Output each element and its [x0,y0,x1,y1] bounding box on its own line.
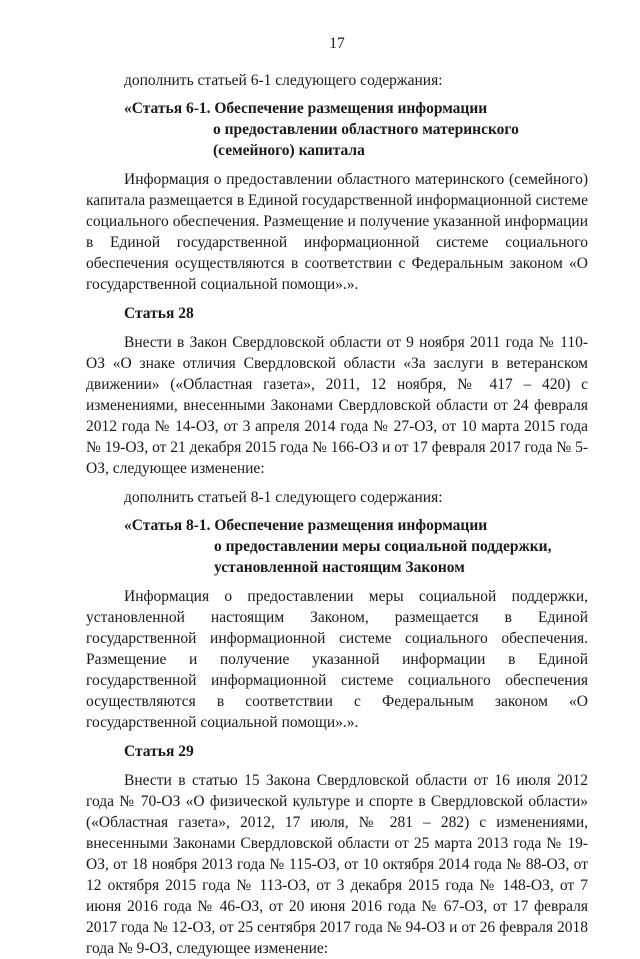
article-28-title: Статья 28 [124,305,194,322]
intro-paragraph-6-1: дополнить статьей 6-1 следующего содержания: [124,72,443,89]
article-29-body: Внести в статью 15 Закона Свердловской области от 16 июля 2012 года № 70-ОЗ «О физической культуре и спорте в Свердловской области» («Областная газета», 2012, 17 июля, № 281 – 282) с изменениями, внесенными Законами Свердловской области от 25 марта 2013 года № 19-ОЗ, от 18 ноября 2013 года № 115-ОЗ, от 10 октября 2014 года № 88-ОЗ, от 12 октября 2015 года № 113-ОЗ, от 3 декабря 2015 года № 148-ОЗ, от 7 июня 2016 года № 46-ОЗ, от 20 июня 2016 года № 67-ОЗ, от 17 февраля 2017 года № 12-ОЗ, от 25 сентября 2017 года № 94-ОЗ и от 26 февраля 2018 года № 9-ОЗ, следующее изменение: [86,772,588,957]
article-8-1-heading [86,515,588,578]
article-6-1-body: Информация о предоставлении областного материнского (семейного) капитала размещается в Единой государственной информационной системе социального обеспечения. Размещение и получение указанной информации в Единой государственной информационной системе социального обеспечения осуществляются в соответствии с Федеральным законом «О государственной социальной помощи».». [86,171,588,293]
article-8-1-heading-line1: «Статья 8-1. Обеспечение размещения информации [124,517,488,534]
article-8-1-heading-line2: о предоставлении меры социальной поддержки, [214,538,552,555]
article-8-1-heading-line3: установленной настоящим Законом [214,559,465,576]
article-28-intro: дополнить статьей 8-1 следующего содержания: [124,489,443,506]
page-number: 17 [329,35,345,52]
article-28-body: Внести в Закон Свердловской области от 9 ноября 2011 года № 110-ОЗ «О знаке отличия Свердловской области «За заслуги в ветеранском движении» («Областная газета», 2011, 12 ноября, № 417 – 420) с изменениями, внесенными Законами Свердловской области от 24 февраля 2012 года № 14-ОЗ, от 3 апреля 2014 года № 27-ОЗ, от 10 марта 2015 года № 19-ОЗ, от 21 декабря 2015 года № 166-ОЗ и от 17 февраля 2017 года № 5-ОЗ, следующее изменение: [86,334,588,477]
article-6-1-heading-line2: о предоставлении областного материнского [213,121,519,138]
article-6-1-heading-line1: «Статья 6-1. Обеспечение размещения информации [124,100,488,117]
article-6-1-heading-line3: (семейного) капитала [213,142,365,159]
article-29-title: Статья 29 [124,743,194,760]
article-8-1-body: Информация о предоставлении меры социальной поддержки, установленной настоящим Законом, размещается в Единой государственной информационной системе социального обеспечения. Размещение и получение указанной информации в Единой государственной информационной системе социального обеспечения осуществляются в соответствии с Федеральным законом «О государственной социальной помощи».». [86,588,588,731]
article-6-1-heading [86,98,588,161]
